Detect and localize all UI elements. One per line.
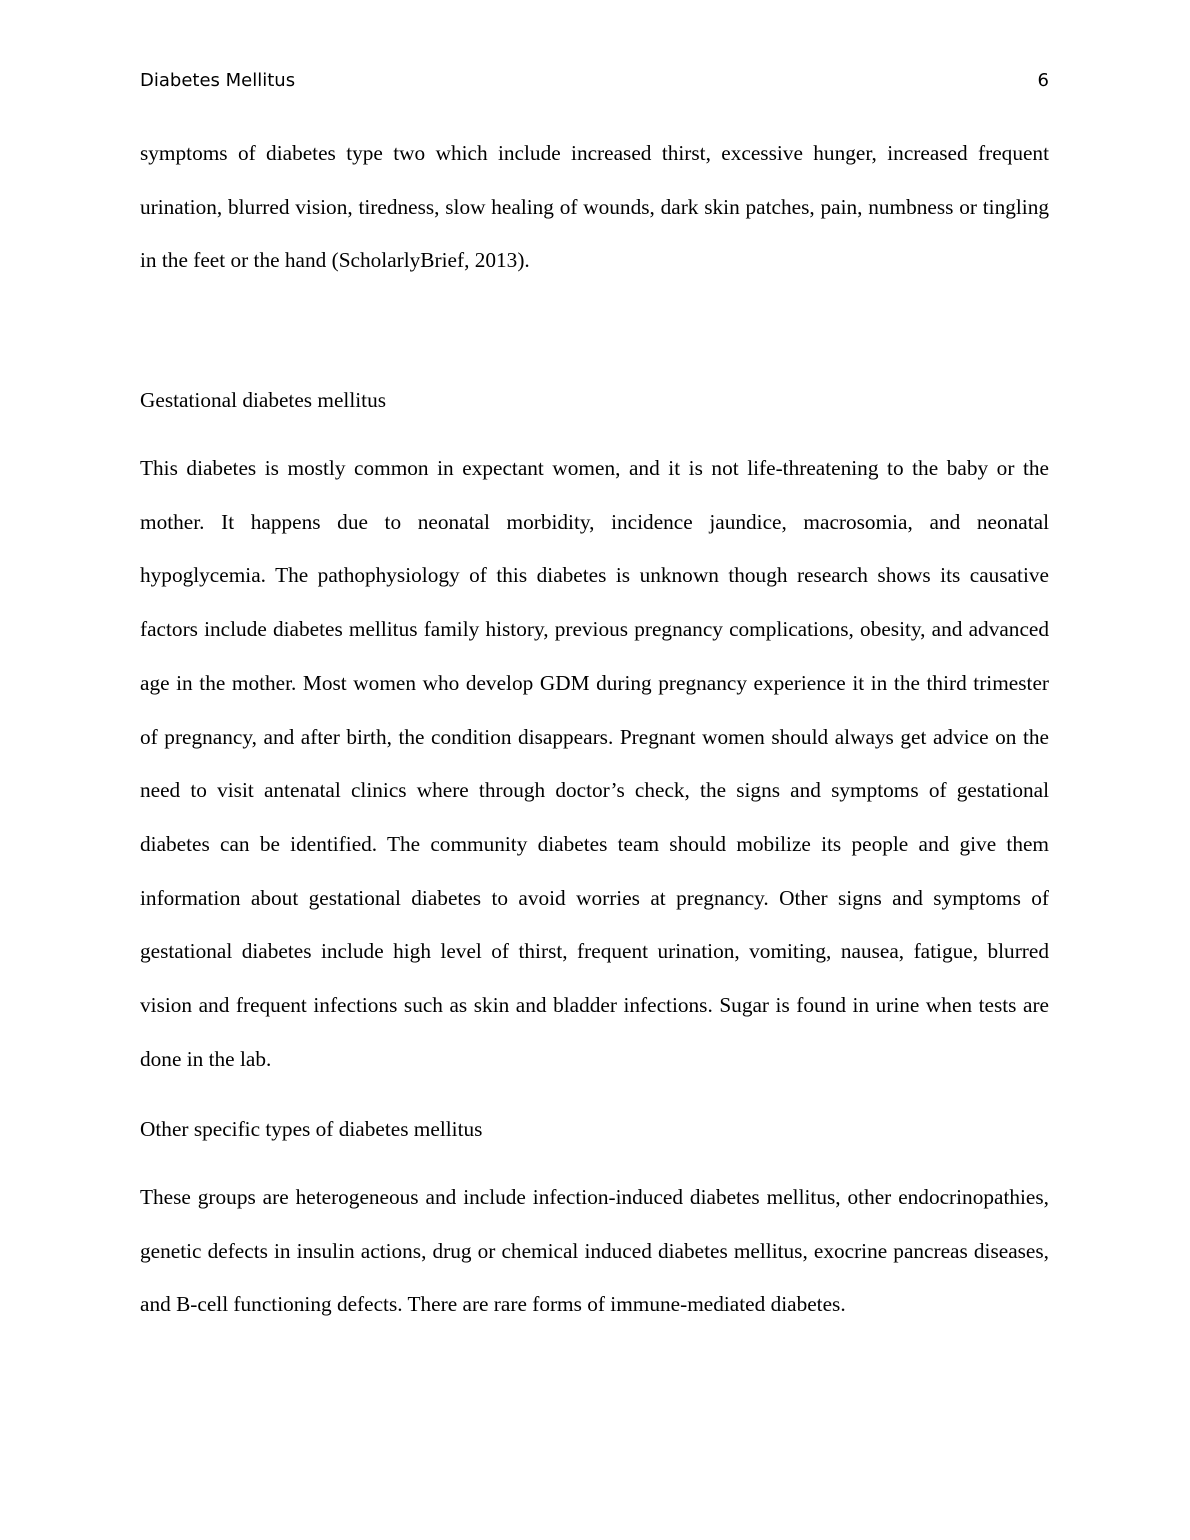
body-paragraph-symptoms-type-two: symptoms of diabetes type two which include increased thirst, excessive hunger, increased frequent urination, blurred vision, tiredness, slow healing of wounds, dark skin patches, pain, numbness or tingling in the feet or the hand (ScholarlyBrief, 2013). — [140, 141, 1049, 273]
running-head-title: Diabetes Mellitus — [140, 70, 296, 91]
section-heading-gestational: Gestational diabetes mellitus — [140, 388, 387, 412]
section-heading-other-types: Other specific types of diabetes mellitus — [140, 1117, 483, 1141]
body-paragraph-gestational: This diabetes is mostly common in expectant women, and it is not life-threatening to the baby or the mother. It happens due to neonatal morbidity, incidence jaundice, macrosomia, and neonatal hypoglycemia. The pathophysiology of this diabetes is unknown though research shows its causative factors include diabetes mellitus family history, previous pregnancy complications, obesity, and advanced age in the mother. Most women who develop GDM during pregnancy experience it in the third trimester of pregnancy, and after birth, the condition disappears. Pregnant women should always get advice on the need to visit antenatal clinics where through doctor’s check, the signs and symptoms of gestational diabetes can be identified. The community diabetes team should mobilize its people and give them information about gestational diabetes to avoid worries at pregnancy. Other signs and symptoms of gestational diabetes include high level of thirst, frequent urination, vomiting, nausea, fatigue, blurred vision and frequent infections such as skin and bladder infections. Sugar is found in urine when tests are done in the lab. — [140, 456, 1049, 1071]
body-paragraph-other-types: These groups are heterogeneous and include infection-induced diabetes mellitus, other endocrinopathies, genetic defects in insulin actions, drug or chemical induced diabetes mellitus, exocrine pancreas diseases, and B-cell functioning defects. There are rare forms of immune-mediated diabetes. — [140, 1185, 1049, 1317]
page-number: 6 — [1037, 70, 1049, 91]
page-header — [140, 70, 1049, 98]
